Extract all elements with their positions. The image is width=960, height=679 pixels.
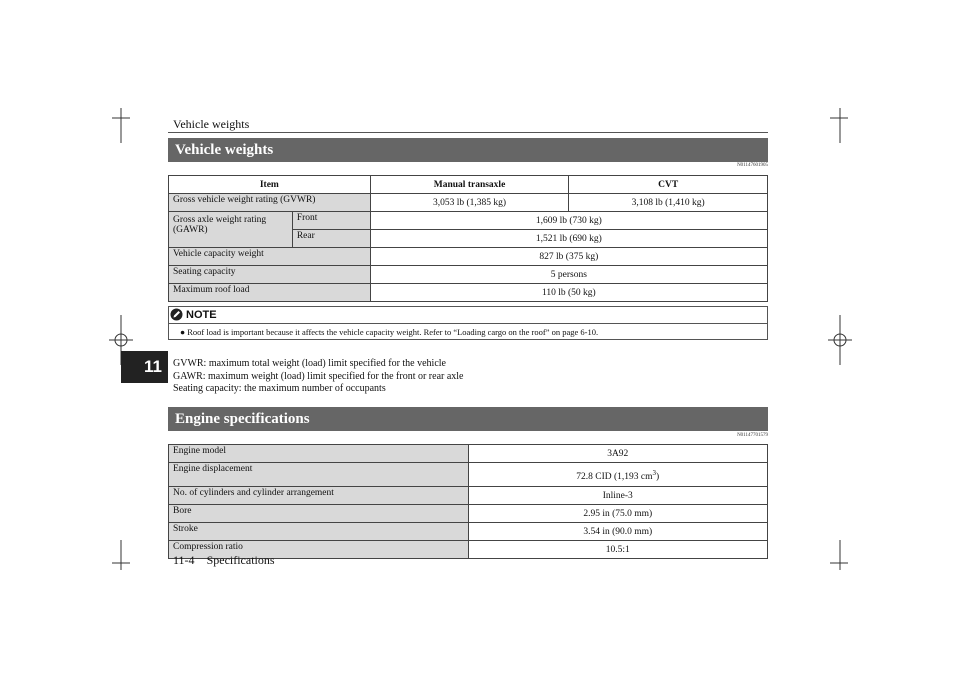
page-number: 11-4 [173,553,195,567]
row-label: Engine model [169,445,469,463]
cell-value: 2.95 in (75.0 mm) [468,505,767,523]
cell-value [468,463,767,487]
row-label: Seating capacity [169,266,371,284]
row-sublabel: Rear [292,230,370,248]
section-code: N01147701579 [737,433,768,438]
pencil-icon [170,308,183,321]
row-label: Compression ratio [169,541,469,559]
row-sublabel: Front [292,212,370,230]
cell-value: 3,053 lb (1,385 kg) [370,194,569,212]
note-heading [170,308,217,321]
table-row [169,487,768,505]
definitions [173,358,464,396]
bullet-icon: ● [180,327,186,337]
table-row [169,266,768,284]
section-heading-weights: Vehicle weights [168,138,768,162]
definition-line: Seating capacity: the maximum number of occupants [173,383,386,394]
column-header: CVT [569,176,768,194]
note-text [180,327,598,337]
cell-value: 3A92 [468,445,767,463]
definition-line: GVWR: maximum total weight (load) limit specified for the vehicle [173,358,446,369]
cell-value: 10.5:1 [468,541,767,559]
row-label: Bore [169,505,469,523]
header-rule [168,132,768,133]
cell-value: 110 lb (50 kg) [370,284,767,302]
table-row [169,248,768,266]
displacement-value: 72.8 CID (1,193 cm [576,472,653,483]
row-label: Engine displacement [169,463,469,487]
running-header: Vehicle weights [173,117,250,131]
table-header-row [169,176,768,194]
cell-value: 1,521 lb (690 kg) [370,230,767,248]
cell-value: 3.54 in (90.0 mm) [468,523,767,541]
table-row [169,212,768,230]
page-footer [173,553,275,568]
row-label: Stroke [169,523,469,541]
note-body: Roof load is important because it affects the vehicle capacity weight. Refer to “Loading cargo on the roof” on page 6-10. [187,327,599,337]
cell-value: 5 persons [370,266,767,284]
cell-value: 3,108 lb (1,410 kg) [569,194,768,212]
column-header: Manual transaxle [370,176,569,194]
chapter-tab: 11 [121,351,168,383]
column-header: Item [169,176,371,194]
definition-line: GAWR: maximum weight (load) limit specified for the front or rear axle [173,370,464,382]
cell-value: 827 lb (375 kg) [370,248,767,266]
superscript: 3 [652,469,657,478]
table-row [169,284,768,302]
table-row [169,194,768,212]
displacement-suffix: ) [656,472,660,483]
table-row [169,523,768,541]
table-row [169,505,768,523]
table-row [169,445,768,463]
cell-value: 1,609 lb (730 kg) [370,212,767,230]
row-label: Vehicle capacity weight [169,248,371,266]
row-label: Maximum roof load [169,284,371,302]
cell-value: Inline-3 [468,487,767,505]
note-label: NOTE [186,308,217,321]
weights-table [168,175,768,302]
row-label: Gross axle weight rating (GAWR) [169,212,293,248]
row-label: Gross vehicle weight rating (GVWR) [169,194,371,212]
engine-table [168,444,768,559]
note-divider [169,323,767,324]
table-row [169,463,768,487]
section-heading-engine: Engine specifications [168,407,768,431]
section-code: N01147601905 [737,163,768,168]
row-label: No. of cylinders and cylinder arrangement [169,487,469,505]
footer-section: Specifications [206,553,275,567]
